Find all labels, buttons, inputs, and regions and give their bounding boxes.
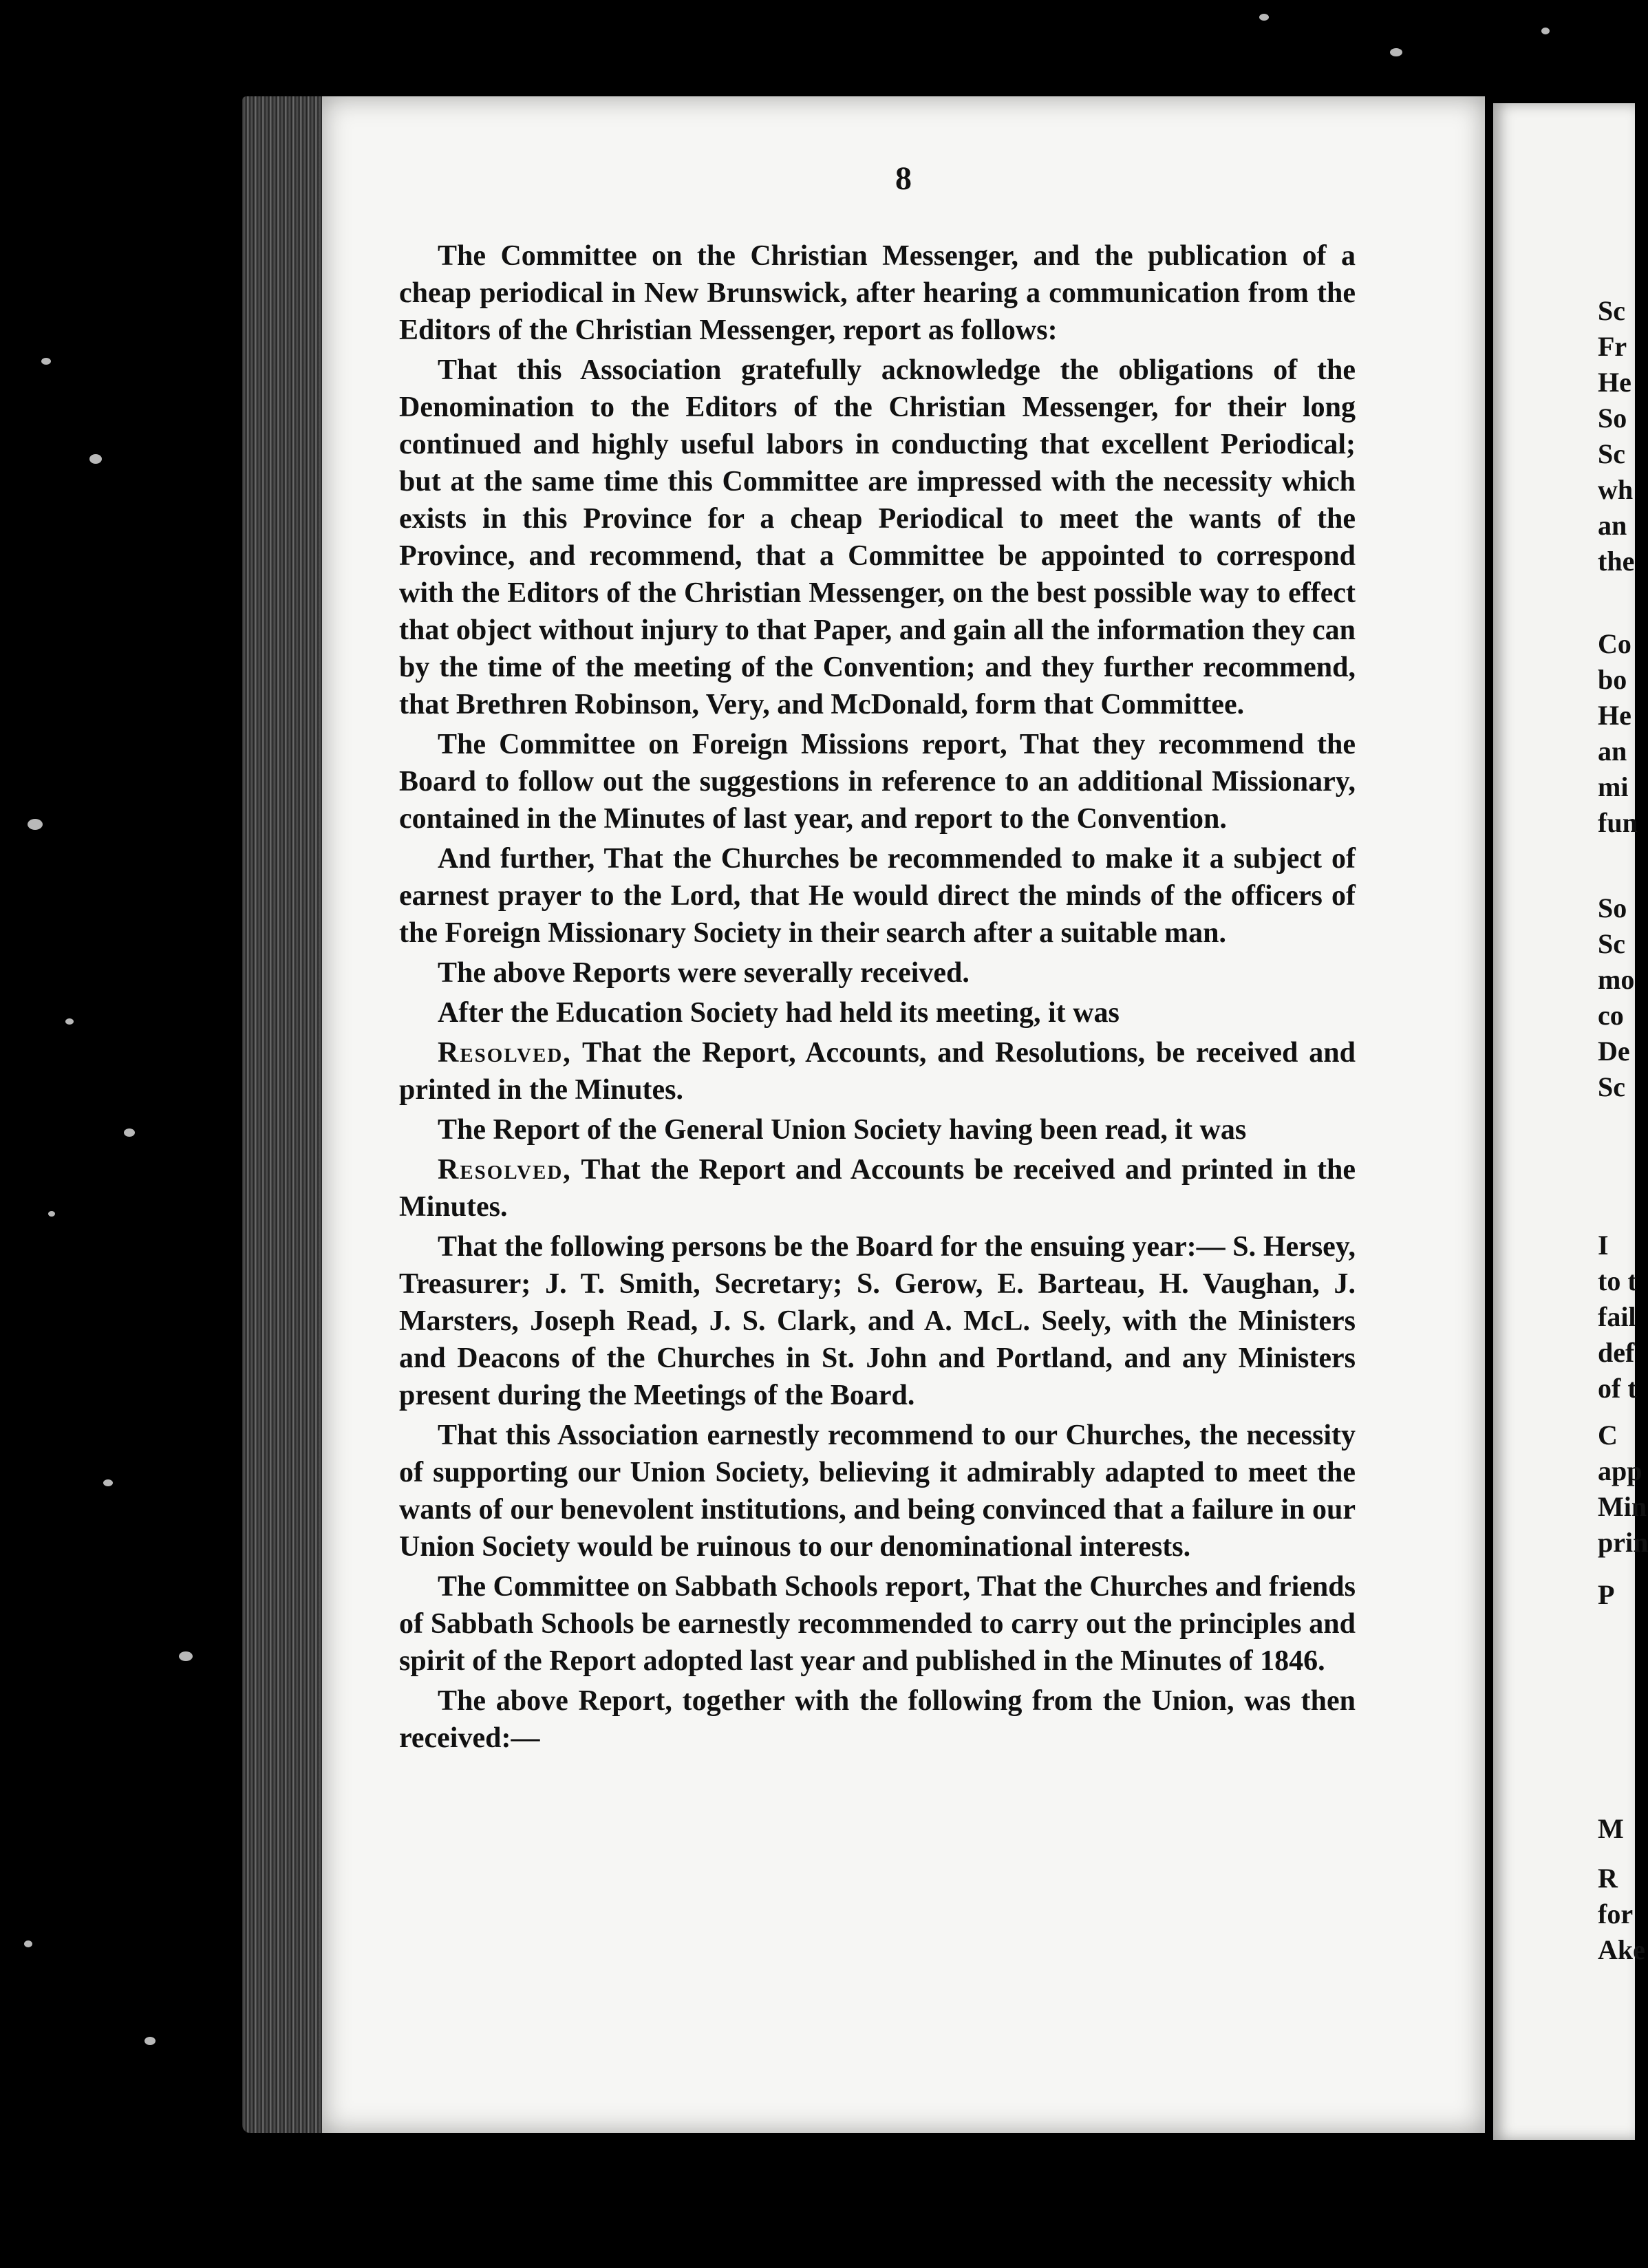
adjacent-page-fragment: Min bbox=[1598, 1491, 1647, 1522]
adjacent-page-fragment: He bbox=[1598, 700, 1631, 731]
adjacent-page-fragment: R bbox=[1598, 1863, 1618, 1894]
adjacent-page-fragment: Co bbox=[1598, 628, 1631, 659]
adjacent-page-fragment: the bbox=[1598, 546, 1635, 577]
adjacent-page bbox=[1493, 103, 1648, 2140]
adjacent-page-fragment: So bbox=[1598, 892, 1627, 923]
resolution-paragraph bbox=[399, 1034, 1356, 1109]
adjacent-page-fragment: bo bbox=[1598, 664, 1627, 695]
adjacent-page-fragment: So bbox=[1598, 403, 1627, 434]
scan-speck bbox=[1390, 48, 1402, 56]
page-number: 8 bbox=[895, 160, 912, 197]
adjacent-page-fragment: C bbox=[1598, 1420, 1618, 1451]
adjacent-page-fragment: for bbox=[1598, 1898, 1634, 1929]
adjacent-page-fragment: Sc bbox=[1598, 438, 1625, 469]
paragraph-text: The Committee on the Christian Messenger, and the publication of a cheap periodical in New Brunswick, after hearing a communication from the Editors of the Christian Messenger, report as follows: bbox=[399, 240, 1356, 346]
adjacent-page-fragment: prin bbox=[1598, 1527, 1648, 1558]
paragraph-text: That this Association earnestly recommend to our Churches, the necessity of supporting our Union Society, believing it admirably adapted to meet the wants of our benevolent institutions, and being convinced that a failure in our Union Society would be ruinous to our denominational interests. bbox=[399, 1420, 1356, 1563]
scan-speck bbox=[65, 1018, 74, 1025]
paragraph-text: That the Report, Accounts, and Resolutions, be received and printed in the Minutes. bbox=[399, 1037, 1356, 1106]
resolution-paragraph bbox=[399, 1151, 1356, 1226]
paragraph bbox=[399, 352, 1356, 723]
adjacent-page-fragment: mo bbox=[1598, 964, 1635, 995]
adjacent-page-fragment: mi bbox=[1598, 771, 1629, 802]
adjacent-page-fragment: I bbox=[1598, 1230, 1609, 1261]
scan-speck bbox=[41, 358, 51, 365]
adjacent-page-fragment: an bbox=[1598, 736, 1627, 767]
adjacent-page-fragment: M bbox=[1598, 1813, 1624, 1844]
resolved-label: Resolved, bbox=[438, 1154, 572, 1186]
adjacent-page-fragment: wh bbox=[1598, 474, 1634, 505]
paragraph bbox=[399, 726, 1356, 837]
paragraph bbox=[399, 954, 1356, 992]
adjacent-page-fragment: app bbox=[1598, 1455, 1642, 1486]
page-text bbox=[399, 237, 1356, 1759]
scan-speck bbox=[48, 1211, 55, 1217]
paragraph-text: The above Report, together with the following from the Union, was then received:— bbox=[399, 1685, 1356, 1754]
paragraph bbox=[399, 1682, 1356, 1757]
scan-speck bbox=[179, 1651, 193, 1661]
scan-speck bbox=[145, 2037, 156, 2045]
paragraph-text: The above Reports were severally received. bbox=[438, 957, 970, 989]
paragraph bbox=[399, 1568, 1356, 1680]
paragraph-text: That the Report and Accounts be received and printed in the Minutes. bbox=[399, 1154, 1356, 1223]
scan-speck bbox=[1541, 28, 1550, 34]
paragraph bbox=[399, 1111, 1356, 1148]
paragraph-text: That this Association gratefully acknowledge the obligations of the Denomination to the Editors of the Christian Messenger, for their long continued and highly useful labors in conducting that excellent Periodical; but at the same time this Committee are impressed with the necessity which exists in this Province for a cheap Periodical to meet the wants of the Province, and recommend, that a Committee be appointed to correspond with the Editors of the Christian Messenger, on the best possible way to effect that object without injury to that Paper, and gain all the information they can by the time of the meeting of the Convention; and they further recommend, that Brethren Robinson, Very, and McDonald, form that Committee. bbox=[399, 354, 1356, 720]
paragraph-text: That the following persons be the Board for the ensuing year:— S. Hersey, Treasurer; J. T. Smith, Secretary; S. Gerow, E. Barteau, H. Vaughan, J. Marsters, Joseph Read, J. S. Clark, and A. McL. Seely, with the Ministers and Deacons of the Churches in St. John and Portland, and any Ministers present during the Meetings of the Board. bbox=[399, 1231, 1356, 1411]
book-page bbox=[322, 96, 1485, 2133]
book-spine-edge bbox=[242, 96, 330, 2133]
adjacent-page-fragment: Fr bbox=[1598, 331, 1627, 362]
paragraph-text: The Report of the General Union Society having been read, it was bbox=[438, 1114, 1247, 1146]
paragraph-text: After the Education Society had held its meeting, it was bbox=[438, 997, 1120, 1029]
paragraph bbox=[399, 840, 1356, 952]
scan-speck bbox=[103, 1479, 113, 1486]
paragraph-text: And further, That the Churches be recommended to make it a subject of earnest prayer to the Lord, that He would direct the minds of the officers of the Foreign Missionary Society in their search after a suitable man. bbox=[399, 843, 1356, 949]
paragraph-text: The Committee on Foreign Missions report, That they recommend the Board to follow out the suggestions in reference to an additional Missionary, contained in the Minutes of last year, and report to the Convention. bbox=[399, 729, 1356, 835]
adjacent-page-fragment: fun bbox=[1598, 807, 1638, 838]
paragraph bbox=[399, 1417, 1356, 1565]
paragraph bbox=[399, 237, 1356, 349]
adjacent-page-fragment: Sc bbox=[1598, 1071, 1625, 1102]
scan-speck bbox=[1259, 14, 1269, 21]
scan-speck bbox=[24, 1940, 32, 1947]
scan-speck bbox=[124, 1128, 135, 1137]
paragraph bbox=[399, 994, 1356, 1031]
adjacent-page-fragment: Ake bbox=[1598, 1934, 1645, 1965]
adjacent-page-fragment: an bbox=[1598, 510, 1627, 541]
adjacent-page-fragment: He bbox=[1598, 367, 1631, 398]
adjacent-page-fragment: to t bbox=[1598, 1265, 1637, 1296]
adjacent-page-fragment: def bbox=[1598, 1337, 1635, 1368]
scan-speck bbox=[89, 454, 102, 464]
adjacent-page-fragment: Sc bbox=[1598, 928, 1625, 959]
adjacent-page-fragment: of t bbox=[1598, 1373, 1637, 1404]
paragraph-text: The Committee on Sabbath Schools report, That the Churches and friends of Sabbath Schools be earnestly recommended to carry out the principles and spirit of the Report adopted last year and published in the Minutes of 1846. bbox=[399, 1571, 1356, 1677]
adjacent-page-fragment: Sc bbox=[1598, 295, 1625, 326]
resolved-label: Resolved, bbox=[438, 1037, 572, 1069]
adjacent-page-fragment: fail bbox=[1598, 1301, 1636, 1332]
adjacent-page-fragment: De bbox=[1598, 1036, 1630, 1067]
paragraph bbox=[399, 1228, 1356, 1414]
scan-speck bbox=[28, 819, 43, 830]
adjacent-page-fragment: co bbox=[1598, 1000, 1624, 1031]
adjacent-page-fragment: P bbox=[1598, 1579, 1615, 1610]
